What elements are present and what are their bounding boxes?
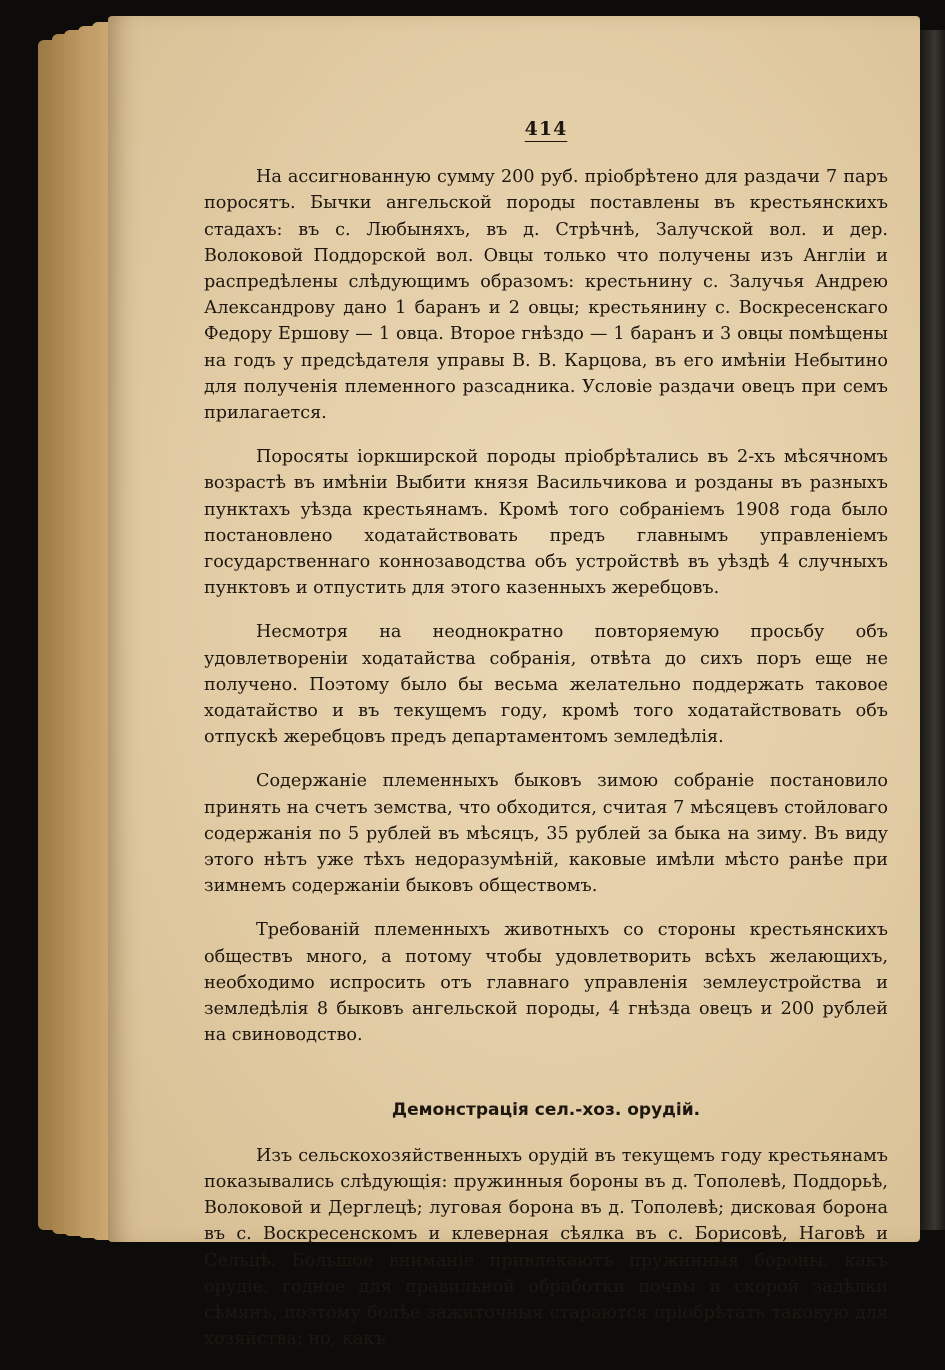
page-number: 414 — [524, 118, 568, 140]
paragraph: Поросяты іоркширской породы пріобрѣтались въ 2-хъ мѣсячномъ возрастѣ въ имѣніи Выбити князя Васильчикова и розданы въ разныхъ пунктахъ уѣзда крестьянамъ. Кромѣ того собраніемъ 1908 года было постановлено ходатайствовать предъ главнымъ управленіемъ государственнаго коннозаводства объ устройствѣ въ уѣздѣ 4 случныхъ пунктовъ и отпустить для этого казенныхъ жеребцовъ. — [204, 447, 888, 599]
paragraph: Требованій племенныхъ животныхъ со стороны крестьянскихъ обществъ много, а потому чтобы удовлетворить всѣхъ желающихъ, необходимо испросить отъ главнаго управленія землеустройства и земледѣлія 8 быковъ ангельской породы, 4 гнѣзда овецъ и 200 рублей на свиноводство. — [204, 920, 888, 1046]
section-paragraph: Изъ сельскохозяйственныхъ орудій въ текущемъ году крестьянамъ показывались слѣдующія: пружинныя бороны въ д. Тополевѣ, Поддорьѣ, Волоковой и Дерглецѣ; луговая борона въ д. Тополевѣ; дисковая борона въ с. Воскресенскомъ и клеверная сѣялка въ с. Борисовѣ, Наговѣ и Сельцѣ. Большое вниманіе привлекаютъ пружинныя бороны, какъ орудіе, годное для правильной обработки почвы и скорой задѣлки сѣмянъ, поэтому болѣе зажиточныя стараются пріобрѣтать таковую для хозяйства; но, какъ — [204, 1145, 888, 1350]
paragraph: Несмотря на неоднократно повторяемую просьбу объ удовлетвореніи ходатайства собранія, отвѣта до сихъ поръ еще не получено. Поэтому было бы весьма желательно поддержать таковое ходатайство и въ текущемъ году, кромѣ того ходатайствовать объ отпускѣ жеребцовъ предъ департаментомъ земледѣлія. — [204, 622, 888, 748]
page — [108, 16, 920, 1350]
book-spine-shadow — [920, 30, 945, 1230]
paragraph: На ассигнованную сумму 200 руб. пріобрѣтено для раздачи 7 паръ поросятъ. Бычки ангельской породы поставлены въ крестьянскихъ стадахъ: въ с. Любыняхъ, въ д. Стрѣчнѣ, Залучской вол. и дер. Волоковой Поддорской вол. Овцы только что получены изъ Англіи и распредѣлены слѣдующимъ образомъ: крестьнину с. Залучья Андрею Александрову дано 1 баранъ и 2 овцы; крестьянину с. Воскресенскаго Федору Ершову — 1 овца. Второе гнѣздо — 1 баранъ и 3 овцы помѣщены на годъ у предсѣдателя управы В. В. Карцова, въ его имѣніи Небытино для полученія племенного разсадника. Условіе раздачи овецъ при семъ прилагается. — [204, 167, 888, 424]
section-title: Демонстрація сел.-хоз. орудій. — [391, 1099, 701, 1120]
page-content — [204, 116, 888, 1370]
paragraph: Содержаніе племенныхъ быковъ зимою собраніе постановило принять на счетъ земства, что обходится, считая 7 мѣсяцевъ стойловаго содержанія по 5 рублей въ мѣсяцъ, 35 рублей за быка на зиму. Въ виду этого нѣтъ уже тѣхъ недоразумѣній, каковые имѣли мѣсто ранѣе при зимнемъ содержаніи быковъ обществомъ. — [204, 771, 888, 897]
